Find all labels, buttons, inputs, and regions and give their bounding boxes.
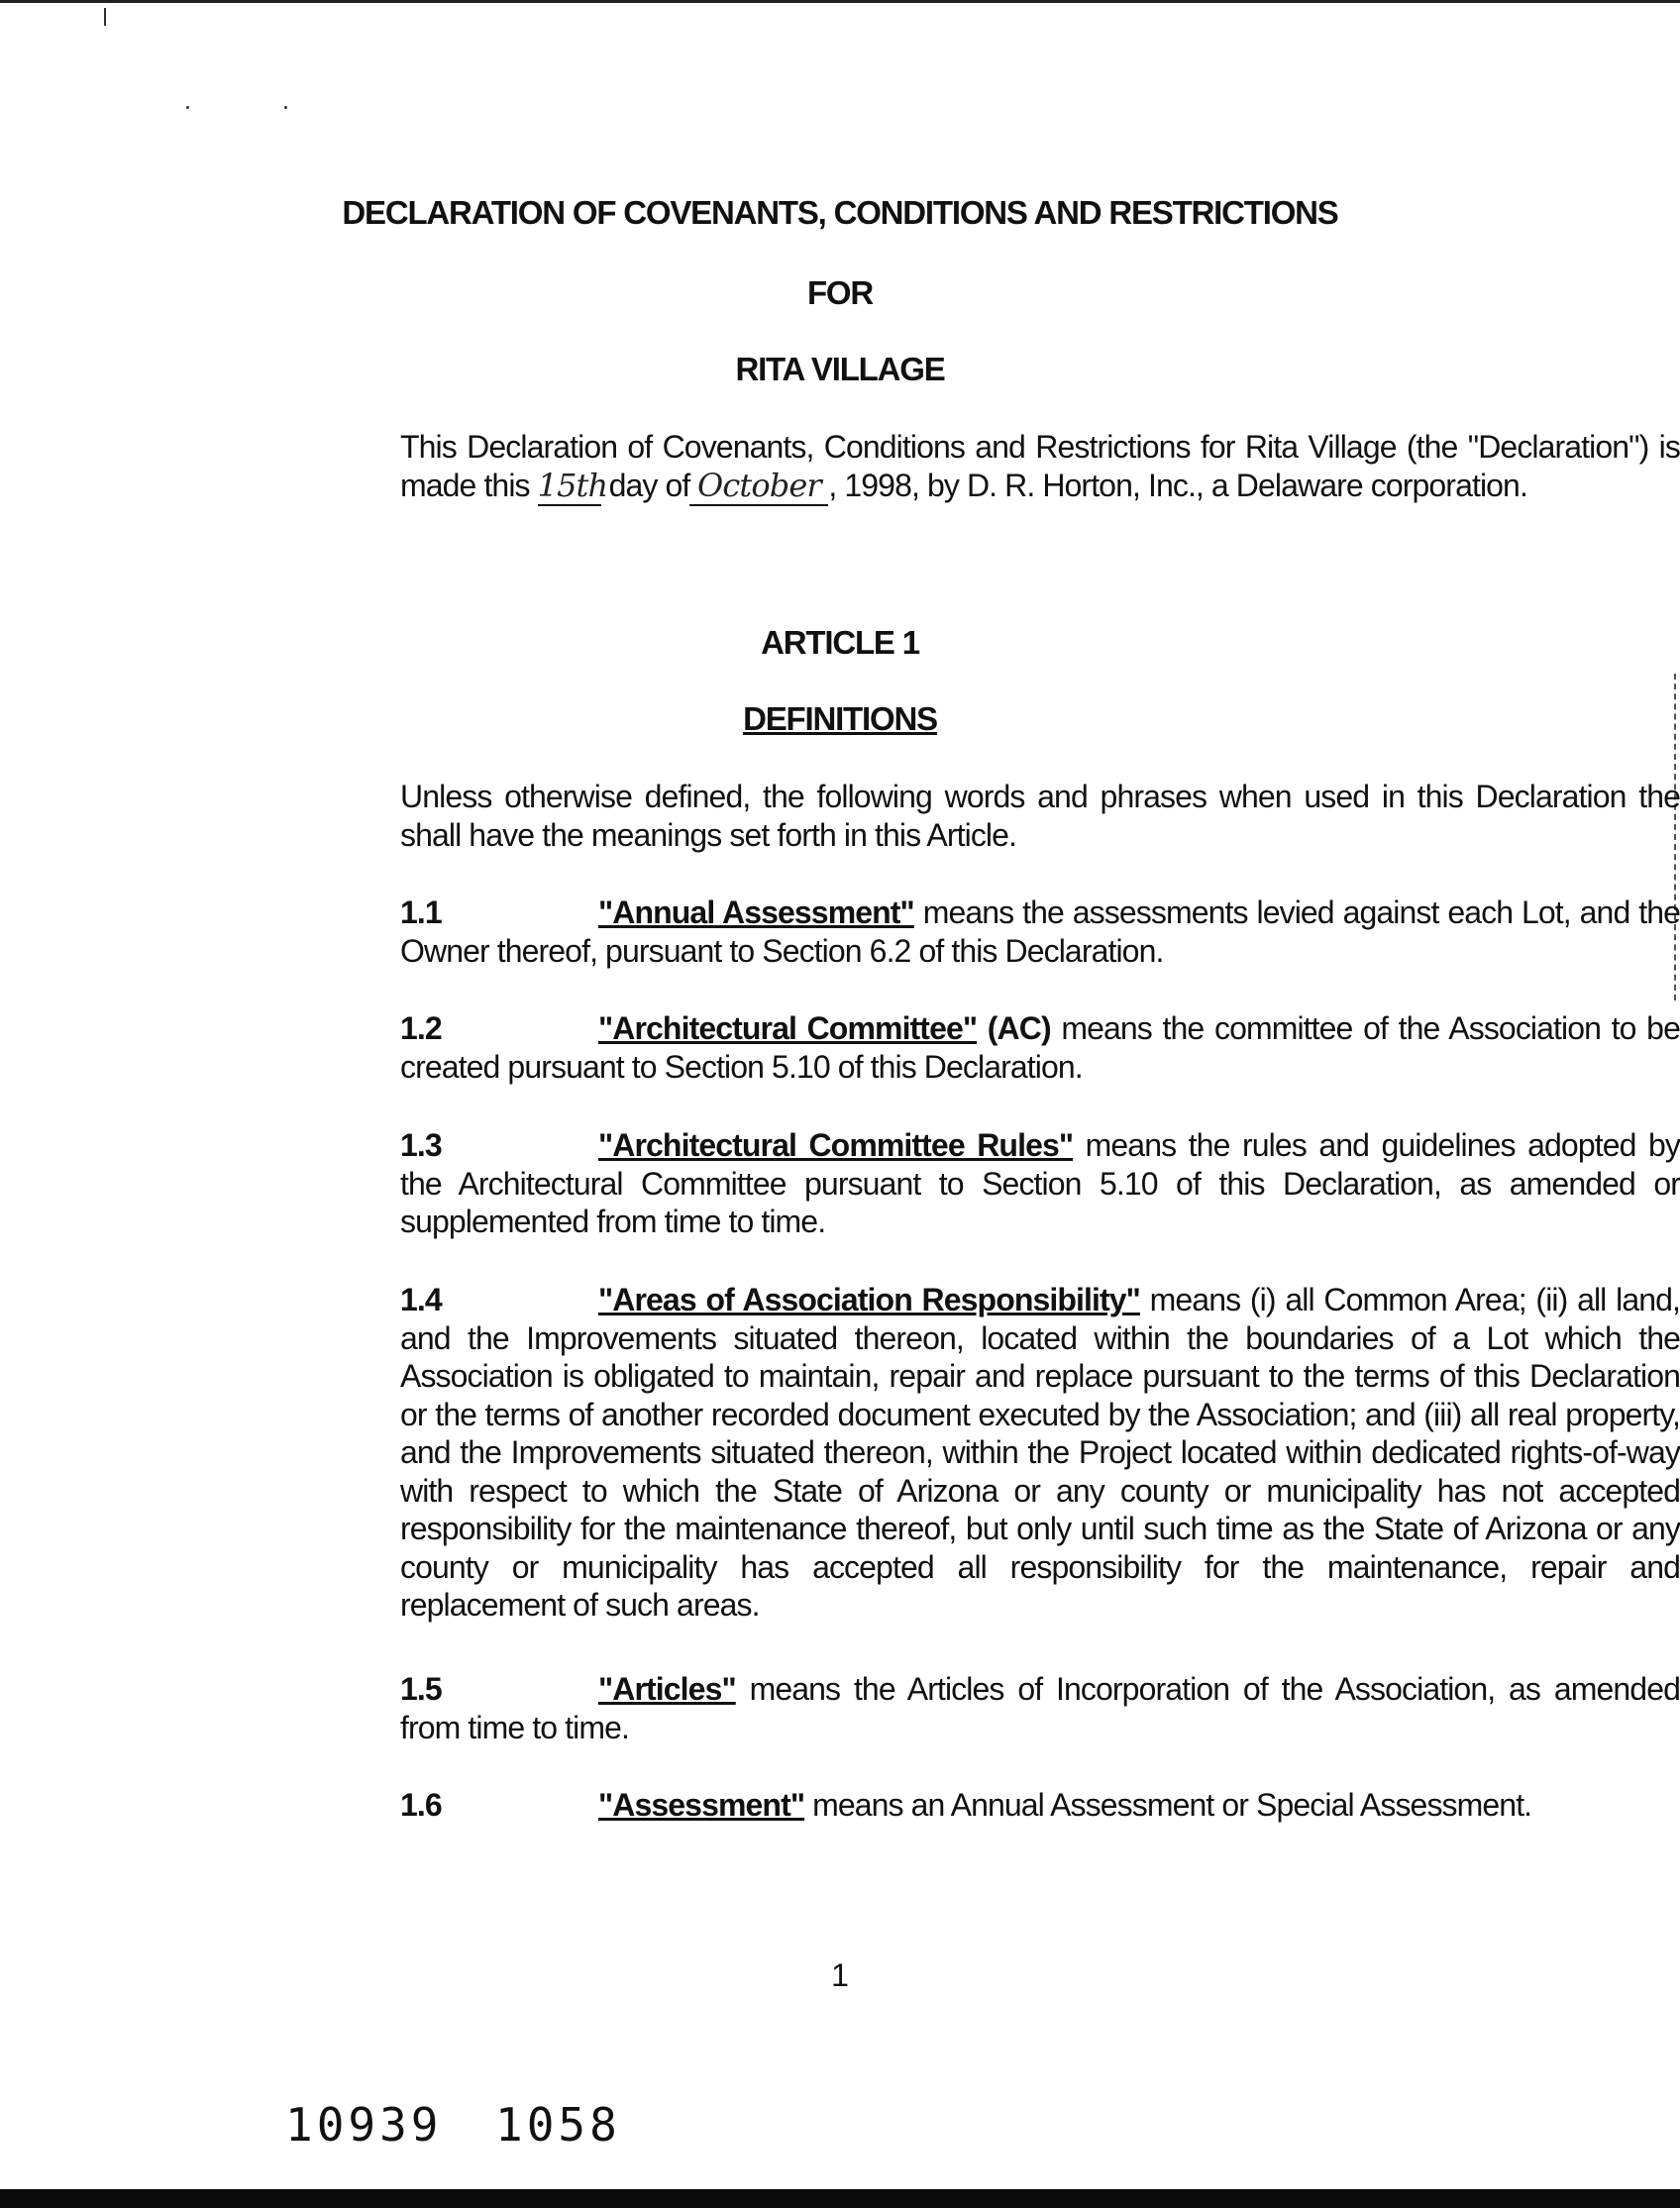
document-title: DECLARATION OF COVENANTS, CONDITIONS AND RESTRICTIONS (342, 194, 1338, 231)
recording-stamp-page: 1058 (495, 2098, 621, 2152)
definition-1-1 (202, 894, 1680, 970)
definition-number: 1.6 (400, 1787, 442, 1823)
definition-term-suffix: (AC) (977, 1010, 1051, 1046)
intro-paragraph (202, 428, 1680, 506)
definition-1-3 (202, 1126, 1680, 1241)
definition-number: 1.1 (400, 894, 442, 930)
definition-number: 1.4 (400, 1282, 442, 1317)
definition-text: means the committee of the Association to be created pursuant to Section 5.10 of this Declaration. (400, 1010, 1680, 1085)
scan-speck (284, 106, 287, 109)
scan-bottom-border (0, 2189, 1680, 2208)
scan-corner-mark (104, 8, 106, 26)
handwritten-day: 15th (538, 467, 601, 507)
definition-term: "Architectural Committee Rules" (598, 1127, 1074, 1163)
definition-1-6 (202, 1786, 1680, 1825)
definition-number: 1.3 (400, 1127, 442, 1163)
definitions-intro-paragraph: Unless otherwise defined, the following words and phrases when used in this Declaration the shall have the meanings set forth in this Article. (400, 779, 1680, 853)
intro-text-3: , 1998, by D. R. Horton, Inc., a Delaware corporation. (828, 467, 1527, 503)
definition-1-4 (202, 1281, 1680, 1625)
definition-number: 1.5 (400, 1671, 442, 1707)
intro-text-1: This Declaration of Covenants, Conditions and Restrictions for Rita Village (the "Declaration") is made this (400, 429, 1680, 503)
recording-stamp-number: 10939 (285, 2098, 443, 2152)
definition-text: means (i) all Common Area; (ii) all land, and the Improvements situated thereon, located within the boundaries of a Lot which the Association is obligated to maintain, repair and replace pursuant to the terms of this Declaration or the terms of another recorded document executed by the Association; and (iii) all real property, and the Improvements situated thereon, within the Project located within dedicated rights-of-way with respect to which the State of Arizona or any county or municipality has not accepted responsibility for the maintenance thereof, but only until such time as the State of Arizona or any county or municipality has accepted all responsibility for the maintenance, repair and replacement of such areas. (400, 1282, 1680, 1623)
document-title-project: RITA VILLAGE (735, 351, 945, 387)
scan-top-border (0, 0, 1680, 3)
definition-1-5 (202, 1670, 1680, 1746)
page-number: 1 (831, 1957, 849, 1993)
definition-term: "Articles" (598, 1671, 736, 1707)
definition-1-2 (202, 1009, 1680, 1086)
definition-text: means the assessments levied against each Lot, and the Owner thereof, pursuant to Section 6.2 of this Declaration. (400, 894, 1680, 969)
definition-term: "Areas of Association Responsibility" (598, 1282, 1140, 1317)
definition-number: 1.2 (400, 1010, 442, 1046)
definition-term: "Architectural Committee" (598, 1010, 978, 1046)
document-title-for: FOR (806, 274, 874, 311)
handwritten-month: October (689, 467, 828, 507)
scan-speck (186, 106, 189, 109)
definition-term: "Assessment" (598, 1787, 805, 1823)
definition-text: means the Articles of Incorporation of the Association, as amended from time to time. (400, 1671, 1680, 1745)
intro-text-2: day of (600, 467, 690, 503)
definitions-heading: DEFINITIONS (743, 700, 937, 737)
definition-term: "Annual Assessment" (598, 894, 914, 930)
definition-text: means an Annual Assessment or Special Assessment. (804, 1787, 1532, 1823)
article-heading: ARTICLE 1 (761, 624, 919, 661)
definition-text: means the rules and guidelines adopted by the Architectural Committee pursuant to Section 5.10 of this Declaration, as amended or supplemented from time to time. (400, 1127, 1680, 1239)
